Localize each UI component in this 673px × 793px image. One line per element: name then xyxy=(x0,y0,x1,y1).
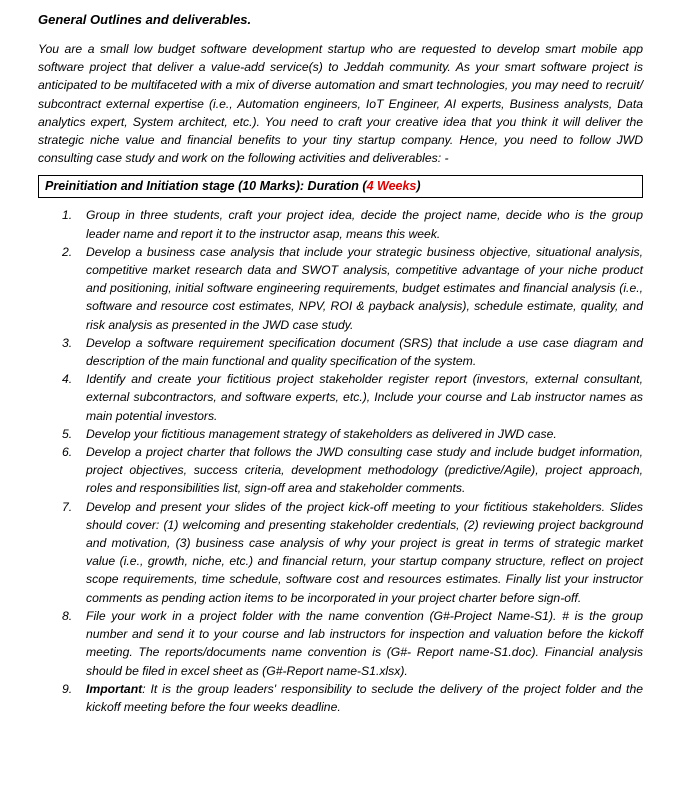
list-item xyxy=(62,443,643,498)
list-number: 9. xyxy=(62,681,73,696)
list-number: 2. xyxy=(62,244,73,259)
list-text: Develop a project charter that follows the JWD consulting case study and include budget information, project objectives, success criteria, development methodology (predictive/Agile), project approach, roles and responsibilities list, sign-off area and stakeholder comments. xyxy=(86,445,643,496)
list-text: Develop a business case analysis that include your strategic business objective, situational analysis, competitive market research data and SWOT analysis, competitive advantage of your niche product and positioning, initial software engineering requirements, budget estimates and financial analysis (i.e., software and resource cost estimates, NPV, ROI & payback analysis), schedule estimate, quality, and risk analysis as presented in the JWD case study. xyxy=(86,244,643,332)
list-text: Develop a software requirement specification document (SRS) that include a use case diagram and description of the main functional and quality specification of the system. xyxy=(86,335,643,369)
list-item xyxy=(62,607,643,680)
section-heading: General Outlines and deliverables. xyxy=(38,12,252,27)
list-text: Group in three students, craft your project idea, decide the project name, decide who is the group leader name and report it to the instructor asap, means this week. xyxy=(86,208,643,241)
list-number: 7. xyxy=(62,499,73,514)
list-number: 4. xyxy=(62,372,73,387)
list-item xyxy=(62,243,643,334)
list-item xyxy=(62,206,643,242)
stage-duration: 4 Weeks xyxy=(366,179,417,194)
list-number: 1. xyxy=(62,208,73,223)
list-item xyxy=(62,680,643,716)
list-text: Develop your fictitious management strategy of stakeholders as delivered in JWD case. xyxy=(86,426,557,441)
list-text: File your work in a project folder with the name convention (G#-Project Name-S1). # is the group number and send it to your course and lab instructors for inspection and valuation before the kickoff meeting. The reports/documents name convention is (G#- Report name-S1.doc). Financial analysis should be filed in excel sheet as (G#-Report name-S1.xlsx). xyxy=(86,608,643,678)
list-number: 5. xyxy=(62,426,73,441)
task-list xyxy=(38,206,643,716)
list-number: 8. xyxy=(62,608,73,623)
list-item xyxy=(62,425,643,443)
important-label: Important xyxy=(86,681,143,696)
stage-title: Preinitiation and Initiation stage (10 Marks): Duration ( xyxy=(45,179,367,194)
list-text: : It is the group leaders' responsibility to seclude the delivery of the project folder and the kickoff meeting before the four weeks deadline. xyxy=(86,681,643,714)
stage-title-box xyxy=(38,175,643,198)
list-number: 6. xyxy=(62,445,73,460)
list-text: Identify and create your fictitious project stakeholder register report (investors, external consultant, external subcontractors, and software experts, etc.), Include your course and Lab instructor names as main potential investors. xyxy=(86,372,643,423)
list-item xyxy=(62,370,643,425)
list-text: Develop and present your slides of the project kick-off meeting to your fictitious stakeholders. Slides should cover: (1) welcoming and presenting stakeholder credentials, (2) reviewing project background and motivation, (3) business case analysis of why your project is great in terms of strategic market value (i.e., growth, niche, etc.) and financial return, your startup company structure, reflect on project scope requirements, time schedule, software cost and resources estimates. Finally list your instructor comments as pending action items to be incorporated in your project charter before sign-off. xyxy=(86,499,643,605)
list-item xyxy=(62,334,643,370)
list-item xyxy=(62,498,643,607)
intro-paragraph: You are a small low budget software development startup who are requested to develop smart mobile app software project that deliver a value-add service(s) to Jeddah community. As your smart software project is anticipated to be multifaceted with a mix of diverse automation and smart technologies, you may need to recruit/ subcontract external expertise (i.e., Automation engineers, IoT Engineer, AI experts, Business analysts, Data analytics expert, System architect, etc.). You need to craft your creative idea that you think it will deliver the strategic niche value and financial benefits to your tiny startup company. Hence, you need to follow JWD consulting case study and work on the following activities and deliverables: - xyxy=(38,42,643,166)
stage-title-close: ) xyxy=(416,179,421,194)
list-number: 3. xyxy=(62,335,73,350)
